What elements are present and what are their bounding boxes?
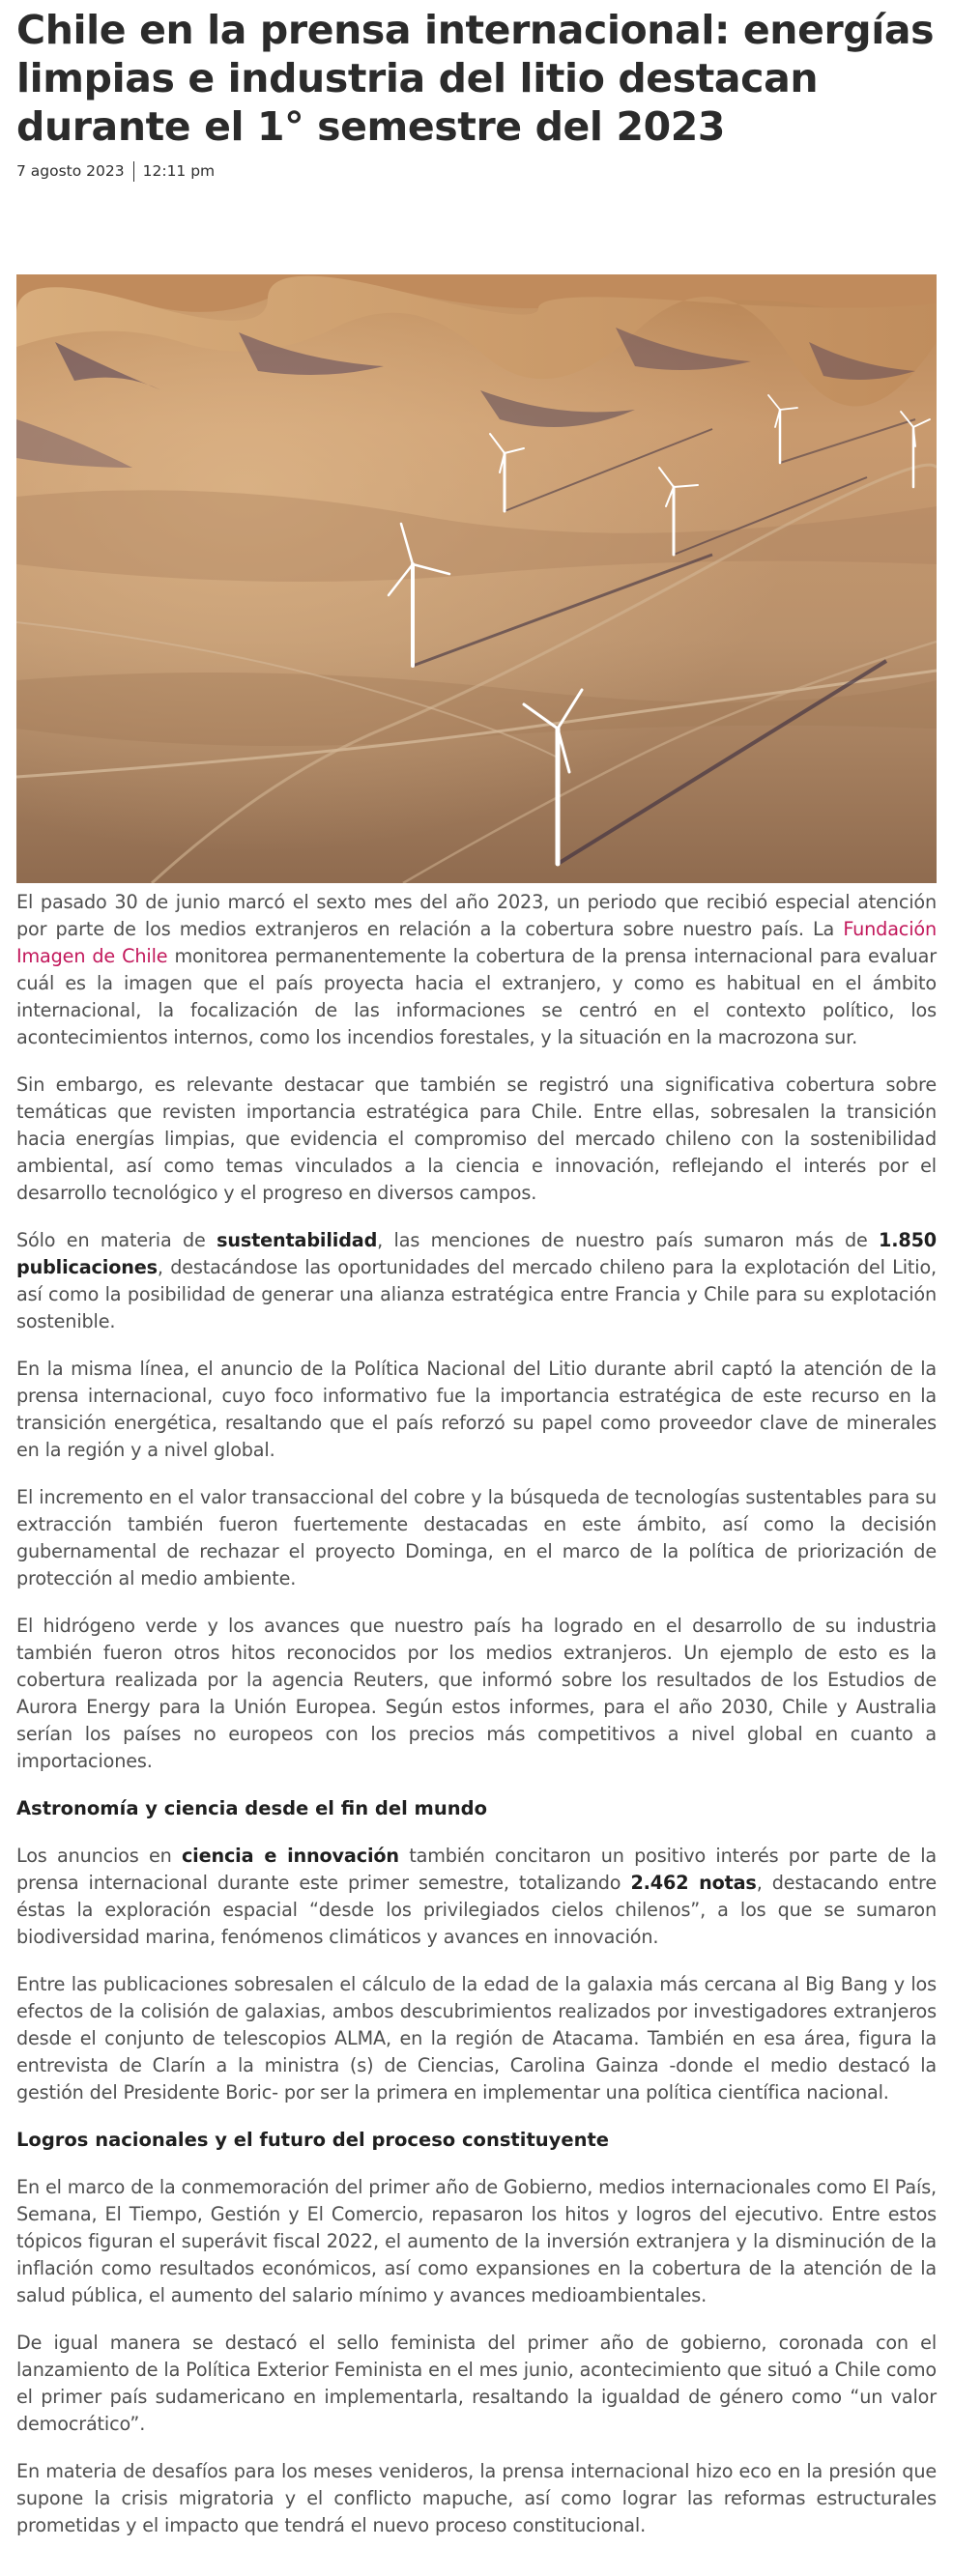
- bold-text: 1.850 publicaciones: [16, 1229, 937, 1278]
- bold-text: 2.462 notas: [630, 1872, 757, 1894]
- bold-text: ciencia e innovación: [181, 1845, 399, 1867]
- paragraph-text: también concitaron un positivo interés por parte de la prensa internacional durante este primer semestre, totalizando: [16, 1845, 937, 1894]
- article-meta: [16, 160, 937, 182]
- paragraph-5: El incremento en el valor transaccional del cobre y la búsqueda de tecnologías sustentables para su extracción también fueron fuertemente destacadas en este ámbito, así como la decisión gubernamental de rechazar el proyecto Dominga, en el marco de la política de priorización de protección al medio ambiente.: [16, 1486, 937, 1589]
- paragraph-3: [16, 1227, 937, 1335]
- article: [16, 0, 937, 2536]
- paragraph-text: , destacándose las oportunidades del mercado chileno para la explotación del Litio, así como la posibilidad de generar una alianza estratégica entre Francia y Chile para su explotación sostenible.: [16, 1256, 937, 1332]
- paragraph-text: , destacando entre éstas la exploración espacial “desde los privilegiados cielos chilenos”, a los que se sumaron biodiversidad marina, fenómenos climáticos y avances en innovación.: [16, 1872, 937, 1948]
- section-heading-logros: Logros nacionales y el futuro del proceso constituyente: [16, 2129, 610, 2151]
- paragraph-text: monitorea permanentemente la cobertura de la prensa internacional para evaluar cuál es la imagen que el país proyecta hacia el extranjero, y como es habitual en el ámbito internacional, la focalización de las informaciones se centró en el contexto político, los acontecimientos internos, como los incendios forestales, y la situación en la macrozona sur.: [16, 945, 937, 1048]
- paragraph-9: En el marco de la conmemoración del primer año de Gobierno, medios internacionales como El País, Semana, El Tiempo, Gestión y El Comercio, repasaron los hitos y logros del ejecutivo. Entre estos tópicos figuran el superávit fiscal 2022, el aumento de la inversión extranjera y la disminución de la inflación como resultados económicos, así como expansiones en la cobertura de la atención de la salud pública, el aumento del salario mínimo y avances medioambientales.: [16, 2176, 937, 2306]
- section-heading-astronomia: Astronomía y ciencia desde el fin del mundo: [16, 1797, 487, 1819]
- bold-text: sustentabilidad: [217, 1229, 378, 1251]
- paragraph-4: En la misma línea, el anuncio de la Política Nacional del Litio durante abril captó la atención de la prensa internacional, cuyo foco informativo fue la importancia estratégica de este recurso en la transición energética, resaltando que el país reforzó su papel como proveedor clave de minerales en la región y a nivel global.: [16, 1358, 937, 1461]
- meta-separator: [133, 161, 134, 182]
- article-body: [16, 889, 937, 2560]
- paragraph-text: El pasado 30 de junio marcó el sexto mes del año 2023, un periodo que recibió especial atención por parte de los medios extranjeros en relación a la cobertura sobre nuestro país. La: [16, 891, 937, 940]
- paragraph-1: [16, 889, 937, 1051]
- paragraph-6: El hidrógeno verde y los avances que nuestro país ha logrado en el desarrollo de su industria también fueron otros hitos reconocidos por los medios extranjeros. Un ejemplo de esto es la cobertura realizada por la agencia Reuters, que informó sobre los resultados de los Estudios de Aurora Energy para la Unión Europea. Según estos informes, para el año 2030, Chile y Australia serían los países no europeos con los precios más competitivos a nivel global en cuanto a importaciones.: [16, 1615, 937, 1772]
- article-date: 7 agosto 2023: [16, 162, 125, 180]
- paragraph-8: Entre las publicaciones sobresalen el cálculo de la edad de la galaxia más cercana al Big Bang y los efectos de la colisión de galaxias, ambos descubrimientos realizados por investigadores extranjeros desde el conjunto de telescopios ALMA, en la región de Atacama. También en esa área, figura la entrevista de Clarín a la ministra (s) de Ciencias, Carolina Gainza -donde el medio destacó la gestión del Presidente Boric- por ser la primera en implementar una política científica nacional.: [16, 1973, 937, 2104]
- fundacion-link[interactable]: Fundación Imagen de Chile: [16, 918, 937, 967]
- article-title: Chile en la prensa internacional: energías limpias e industria del litio destacan durante el 1° semestre del 2023: [16, 7, 935, 150]
- hero-image: [16, 274, 937, 883]
- paragraph-7: [16, 1843, 937, 1951]
- paragraph-text: Sólo en materia de: [16, 1229, 217, 1251]
- article-time: 12:11 pm: [142, 162, 216, 180]
- paragraph-11: En materia de desafíos para los meses venideros, la prensa internacional hizo eco en la presión que supone la crisis migratoria y el conflicto mapuche, así como lograr las reformas estructurales prometidas y el impacto que tendrá el nuevo proceso constitucional.: [16, 2460, 937, 2536]
- wind-turbines-desert-photo-icon: [16, 274, 937, 883]
- paragraph-text: Los anuncios en: [16, 1845, 182, 1867]
- paragraph-10: De igual manera se destacó el sello feminista del primer año de gobierno, coronada con el lanzamiento de la Política Exterior Feminista en el mes junio, acontecimiento que situó a Chile como el primer país sudamericano en implementarla, resaltando la igualdad de género como “un valor democrático”.: [16, 2332, 937, 2435]
- paragraph-2: Sin embargo, es relevante destacar que también se registró una significativa cobertura sobre temáticas que revisten importancia estratégica para Chile. Entre ellas, sobresalen la transición hacia energías limpias, que evidencia el compromiso del mercado chileno con la sostenibilidad ambiental, así como temas vinculados a la ciencia e innovación, reflejando el interés por el desarrollo tecnológico y el progreso en diversos campos.: [16, 1073, 937, 1204]
- paragraph-text: , las menciones de nuestro país sumaron más de: [377, 1229, 880, 1251]
